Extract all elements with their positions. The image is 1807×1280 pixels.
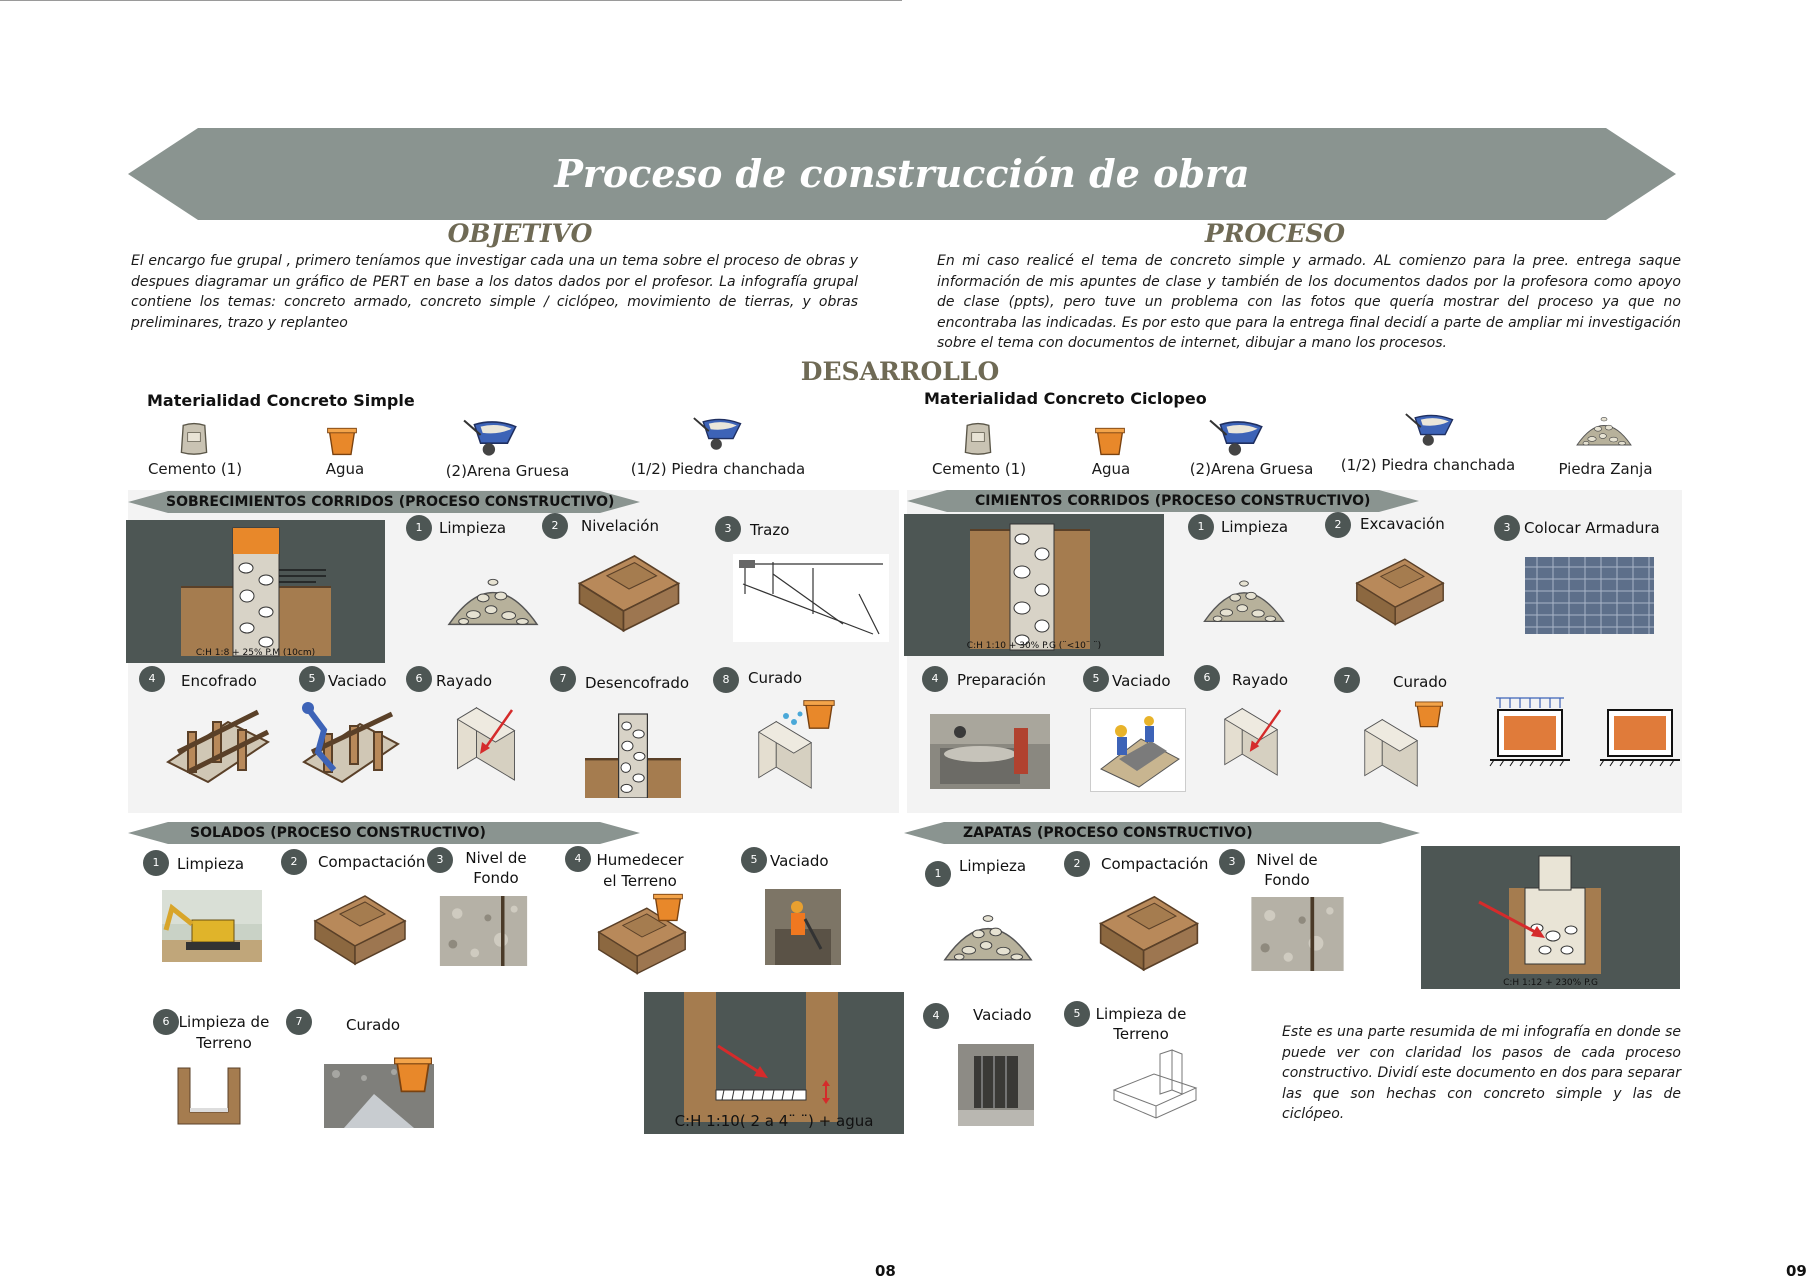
step-label: Excavación	[1360, 515, 1445, 533]
trazo-drawing	[733, 554, 889, 642]
step-label-line2: el Terreno	[603, 872, 677, 890]
step-label: Nivel de	[465, 849, 527, 867]
mat-ciclopeo-piedra: (1/2) Piedra chanchada	[1340, 456, 1516, 474]
wheelbarrow-stone-icon	[692, 414, 748, 452]
step-label-line2: Terreno	[196, 1034, 252, 1052]
step-label: Preparación	[957, 671, 1047, 689]
sobrecimiento-caption: C:H 1:8 + 25% P.M (10cm)	[195, 648, 316, 658]
terrain-block-icon	[1352, 548, 1448, 628]
step-number: 4	[923, 1003, 949, 1029]
step-label: Colocar Armadura	[1524, 519, 1660, 537]
mat-ciclopeo-cemento: Cemento (1)	[931, 460, 1027, 478]
wheelbarrow-stone-icon	[1404, 410, 1460, 448]
page-title: Proceso de construcción de obra	[554, 151, 1250, 196]
step-number: 2	[1064, 851, 1090, 877]
objetivo-heading: OBJETIVO	[447, 219, 593, 248]
step-label: Compactación	[1101, 855, 1209, 873]
step-label: Vaciado	[328, 672, 387, 690]
sobrecimientos-title: SOBRECIMIENTOS CORRIDOS (PROCESO CONSTRUCTIVO)	[166, 494, 615, 510]
sobrecimiento-diagram	[126, 520, 385, 663]
water-bucket-icon	[1412, 696, 1446, 730]
step-number: 4	[139, 666, 165, 692]
terrain-block-icon	[574, 545, 684, 633]
nivel-fondo-photo	[434, 896, 533, 966]
zapata-caption: C:H 1:12 + 230% P.G	[1503, 978, 1598, 988]
desarrollo-heading: DESARROLLO	[800, 357, 1000, 386]
mat-simple-arena: (2)Arena Gruesa	[445, 462, 570, 480]
solado-diagram	[644, 992, 904, 1134]
cimiento-diagram	[904, 514, 1164, 656]
step-label: Humedecer	[596, 851, 684, 869]
water-bucket-icon	[800, 694, 838, 732]
step-number: 1	[143, 850, 169, 876]
proceso-text: En mi caso realicé el tema de concreto simple y armado. AL comienzo para la pree. entrega saque información de mis apuntes de clase y también de los documentos dados por la profesora como apoyo de clase (ppts), pero tuve un problema con las fotos que quería mostrar del proceso ya que no encontraba las indicadas. Es por esto que para la entrega final decidí a parte de ampliar mi investigación sobre el tema con documentos de internet, dibujar a mano los procesos.	[937, 253, 1681, 351]
wheelbarrow-sand-icon	[1208, 416, 1270, 458]
objetivo-text: El encargo fue grupal , primero teníamos que investigar cada una un tema sobre el proceso de obras y despues diagramar un gráfico de PERT en base a los datos dados por el profesor. La infografía grupal contiene los temas: concreto armado, concreto simple / ciclópeo, movimiento de tierras, y obras preliminares, trazo y replanteo	[131, 253, 858, 331]
step-number: 2	[281, 849, 307, 875]
step-number: 2	[542, 513, 568, 539]
step-label: Trazo	[750, 521, 790, 539]
mat-ciclopeo-zanja: Piedra Zanja	[1558, 460, 1653, 478]
step-number: 8	[713, 667, 739, 693]
step-number: 5	[1064, 1001, 1090, 1027]
summary-note: Este es una parte resumida de mi infografía en donde se puede ver con claridad los pasos de cada proceso constructivo. Dividí este documento en dos para separar las que son hechas con concreto simple y las de ciclópeo.	[1282, 1024, 1681, 1122]
step-number: 3	[715, 516, 741, 542]
preparacion-photo	[930, 714, 1050, 789]
load-brick-block-icon	[1490, 696, 1570, 768]
solado-caption: C:H 1:10( 2 a 4¨ ¨) + agua	[674, 1112, 874, 1130]
step-number: 6	[406, 666, 432, 692]
red-arrow-icon	[476, 706, 516, 756]
step-label-line2: Terreno	[1113, 1025, 1169, 1043]
step-number: 1	[925, 861, 951, 887]
mat-ciclopeo-title: Materialidad Concreto Ciclopeo	[924, 389, 1207, 408]
desencofrado-icon	[585, 700, 681, 800]
step-label: Nivelación	[581, 517, 659, 535]
step-label: Encofrado	[181, 672, 257, 690]
step-number: 6	[153, 1009, 179, 1035]
brick-block-icon	[1600, 704, 1680, 768]
step-number: 4	[922, 666, 948, 692]
terrain-block-icon	[310, 886, 410, 966]
step-label-line2: Fondo	[1264, 871, 1310, 889]
mat-simple-title: Materialidad Concreto Simple	[147, 391, 415, 410]
cement-sack-icon	[960, 420, 996, 456]
vaciado-worker-photo	[765, 889, 841, 965]
gravel-pile-icon	[1200, 563, 1288, 627]
step-number: 3	[1219, 849, 1245, 875]
proceso-heading: PROCESO	[1204, 219, 1346, 248]
step-label: Limpieza	[439, 519, 507, 537]
step-number: 7	[286, 1009, 312, 1035]
step-label: Nivel de	[1256, 851, 1318, 869]
gravel-pile-icon	[1574, 406, 1634, 448]
water-drops-icon	[782, 710, 804, 730]
step-label-line2: Fondo	[473, 869, 519, 887]
step-label: Limpieza de	[178, 1013, 270, 1031]
water-bucket-icon	[1092, 422, 1128, 458]
water-bucket-icon	[324, 422, 360, 458]
step-number: 3	[1494, 515, 1520, 541]
step-label: Curado	[748, 669, 803, 687]
step-label: Vaciado	[973, 1006, 1032, 1024]
wheelbarrow-sand-icon	[462, 416, 524, 458]
zapatas-title: ZAPATAS (PROCESO CONSTRUCTIVO)	[963, 825, 1253, 841]
step-label: Limpieza de	[1095, 1005, 1187, 1023]
zapata-diagram	[1421, 846, 1680, 989]
step-number: 5	[299, 666, 325, 692]
step-label: Limpieza	[1221, 518, 1289, 536]
page-number-left: 08	[875, 1262, 896, 1280]
nivel-fondo-photo	[1249, 897, 1346, 971]
formwork-icon	[158, 702, 278, 792]
step-number: 5	[741, 847, 767, 873]
terrain-block-icon	[1094, 886, 1204, 972]
gravel-pile-icon	[444, 560, 542, 630]
step-number: 7	[550, 666, 576, 692]
step-number: 1	[1188, 514, 1214, 540]
top-rule	[0, 0, 902, 1]
zapata-sketch-icon	[1110, 1044, 1200, 1120]
step-label: Rayado	[1232, 671, 1289, 689]
step-label: Desencofrado	[585, 674, 690, 692]
step-label: Vaciado	[1112, 672, 1171, 690]
step-number: 5	[1083, 666, 1109, 692]
water-bucket-icon	[650, 888, 686, 924]
step-number: 7	[1334, 667, 1360, 693]
mat-simple-cemento: Cemento (1)	[147, 460, 243, 478]
water-bucket-icon	[390, 1050, 436, 1096]
mat-ciclopeo-arena: (2)Arena Gruesa	[1189, 460, 1314, 478]
step-number: 3	[427, 847, 453, 873]
cimientos-title: CIMIENTOS CORRIDOS (PROCESO CONSTRUCTIVO)	[975, 493, 1371, 509]
cement-sack-icon	[176, 420, 212, 456]
trench-clean-icon	[176, 1066, 242, 1126]
step-label: Vaciado	[770, 852, 829, 870]
step-number: 1	[406, 515, 432, 541]
step-label: Curado	[1393, 673, 1448, 691]
step-number: 2	[1325, 512, 1351, 538]
vaciado-diagram	[1090, 708, 1186, 792]
step-label: Rayado	[436, 672, 493, 690]
step-label: Curado	[346, 1016, 401, 1034]
step-label: Limpieza	[177, 855, 245, 873]
cimiento-caption: C:H 1:10 + 30% P.G (¨<10¨ ¨)	[966, 641, 1102, 651]
step-number: 6	[1194, 665, 1220, 691]
red-arrow-icon	[1246, 706, 1284, 754]
solados-title: SOLADOS (PROCESO CONSTRUCTIVO)	[190, 825, 486, 841]
step-number: 4	[565, 846, 591, 872]
page-number-right: 09	[1786, 1262, 1807, 1280]
step-label: Compactación	[318, 853, 426, 871]
mat-simple-piedra: (1/2) Piedra chanchada	[630, 460, 806, 478]
pouring-formwork-icon	[294, 700, 406, 792]
mat-ciclopeo-agua: Agua	[1091, 460, 1131, 478]
mat-simple-agua: Agua	[325, 460, 365, 478]
rebar-mesh-photo	[1525, 557, 1654, 634]
gravel-pile-icon	[940, 896, 1036, 966]
vaciado-zapata-photo	[958, 1044, 1034, 1126]
step-label: Limpieza	[959, 857, 1027, 875]
excavator-photo	[162, 890, 262, 962]
